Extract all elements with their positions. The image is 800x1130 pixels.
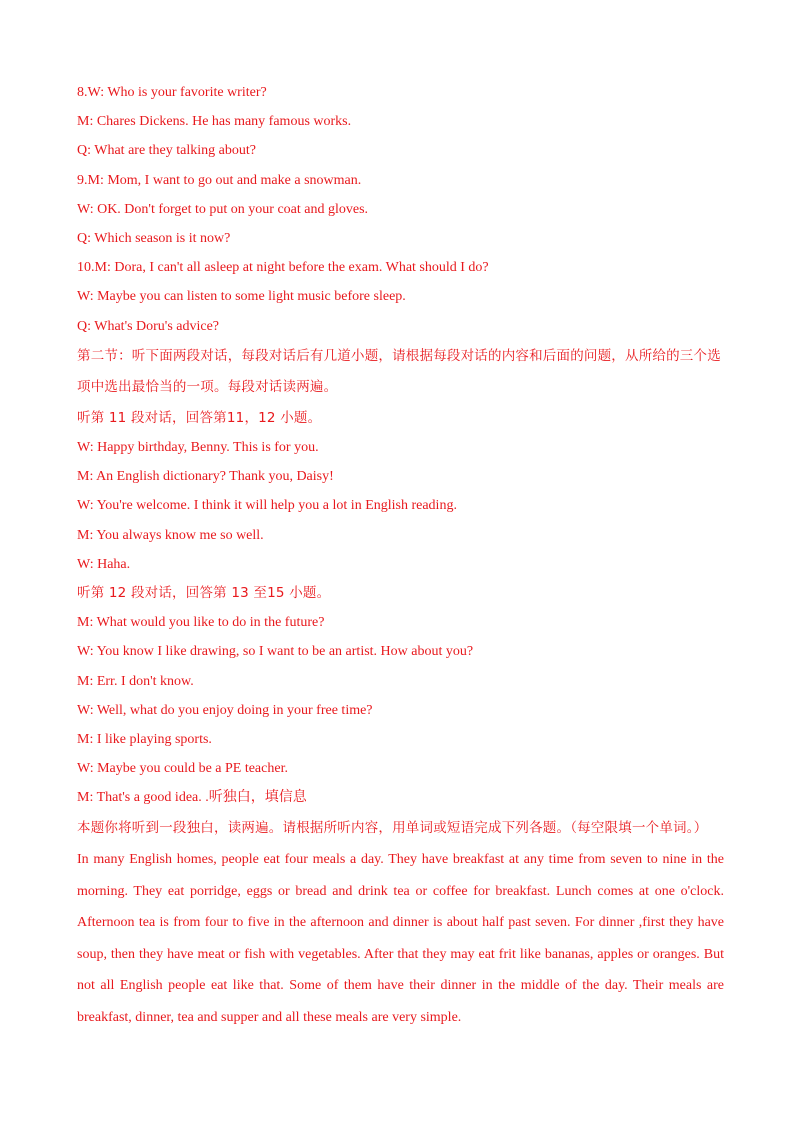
- dialog12-line: M: I like playing sports.: [77, 732, 212, 748]
- dialogue-line-q10-m: 10.M: Dora, I can't all asleep at night before the exam. What should I do?: [77, 260, 489, 276]
- dialog12-heading: 听第 12 段对话，回答第 13 至15 小题。: [77, 585, 331, 602]
- dialog11-line: W: Happy birthday, Benny. This is for you.: [77, 440, 319, 456]
- dialog12-line: W: You know I like drawing, so I want to be an artist. How about you?: [77, 644, 474, 660]
- dialogue-line-q8-m: M: Chares Dickens. He has many famous works.: [77, 114, 352, 130]
- section3-instructions: 本题你将听到一段独白，读两遍。请根据所听内容，用单词或短语完成下列各题。（每空限填一个单词。）: [77, 819, 708, 836]
- section2-instructions: 第二节：听下面两段对话，每段对话后有几道小题，请根据每段对话的内容和后面的问题，从所给的三个选项中选出最恰当的一项。每段对话读两遍。: [77, 347, 721, 396]
- dialog12-line: M: That's a good idea. .听独白，填信息: [77, 790, 307, 806]
- dialog11-heading: 听第 11 段对话，回答第11，12 小题。: [77, 409, 322, 426]
- dialog12-line: W: Maybe you could be a PE teacher.: [77, 761, 288, 777]
- dialog12-line: W: Well, what do you enjoy doing in your free time?: [77, 702, 373, 718]
- dialog12-line: M: Err. I don't know.: [77, 673, 194, 689]
- dialogue-line-q8-w: 8.W: Who is your favorite writer?: [77, 85, 267, 100]
- dialog11-line: W: Haha.: [77, 556, 131, 572]
- dialogue-line-q8-q: Q: What are they talking about?: [77, 143, 256, 159]
- dialogue-line-q10-w: W: Maybe you can listen to some light music before sleep.: [77, 289, 406, 305]
- dialog11-line: W: You're welcome. I think it will help you a lot in English reading.: [77, 498, 457, 514]
- dialog11-line: M: You always know me so well.: [77, 527, 264, 543]
- dialogue-line-q10-q: Q: What's Doru's advice?: [77, 318, 220, 334]
- dialog11-line: M: An English dictionary? Thank you, Daisy!: [77, 469, 334, 485]
- monologue-passage: In many English homes, people eat four meals a day. They have breakfast at any time from seven to nine in the morning. They eat porridge, eggs or bread and drink tea or coffee for breakfast. Lunch comes at one o'clock. Afternoon tea is from four to five in the afternoon and dinner is about half past seven. For dinner ,first they have soup, then they have meat or fish with vegetables. After that they may eat frit like bananas, apples or oranges. But not all English people eat like that. Some of them have their dinner in the middle of the day. Their meals are breakfast, dinner, tea and supper and all these meals are very simple.: [77, 852, 724, 1025]
- dialog12-line: M: What would you like to do in the future?: [77, 615, 325, 631]
- dialogue-line-q9-m: 9.M: Mom, I want to go out and make a snowman.: [77, 172, 362, 188]
- dialogue-line-q9-q: Q: Which season is it now?: [77, 231, 231, 247]
- document-content: [77, 78, 724, 1033]
- dialogue-line-q9-w: W: OK. Don't forget to put on your coat and gloves.: [77, 201, 369, 217]
